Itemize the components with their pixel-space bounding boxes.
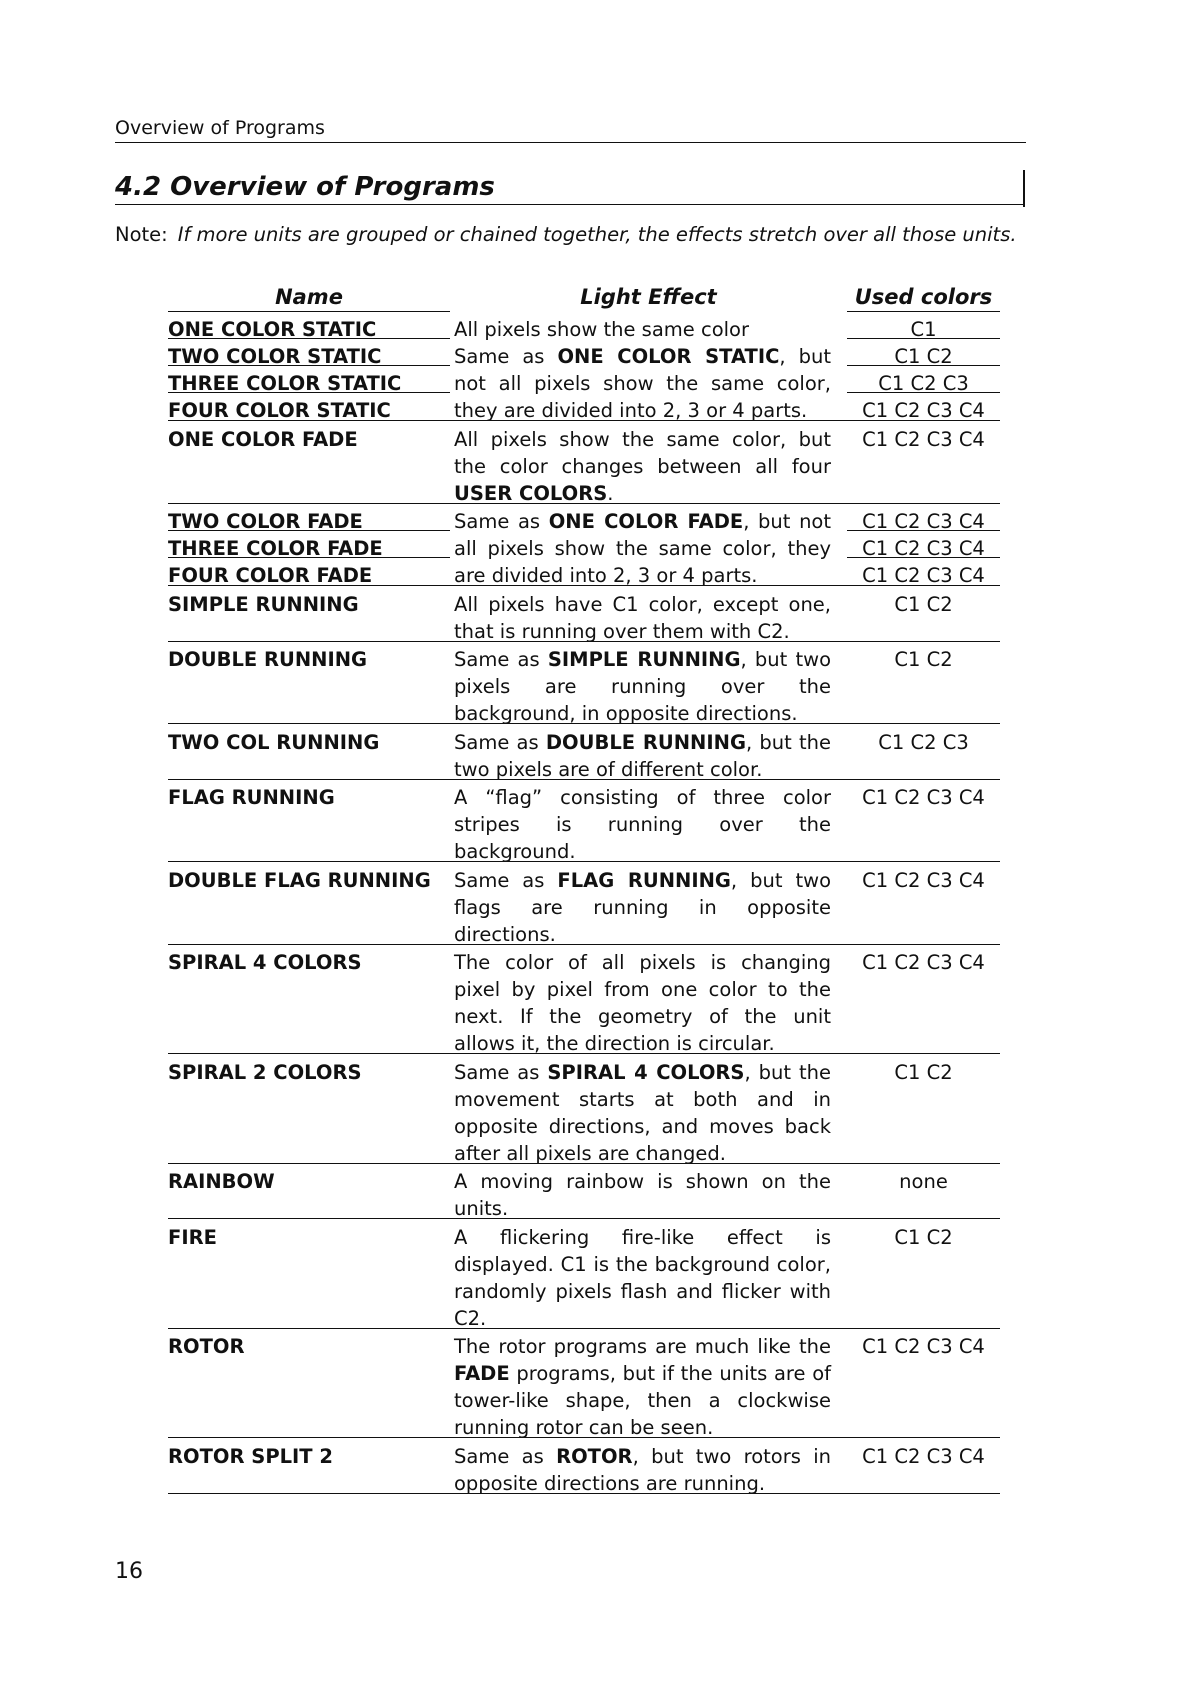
light-effect-description — [454, 508, 831, 589]
effect-text: All pixels show the same color — [454, 318, 749, 341]
used-colors: C1 C2 — [894, 648, 953, 671]
program-name: SIMPLE RUNNING — [168, 592, 359, 616]
note — [115, 222, 1035, 248]
used-colors: C1 C2 C3 — [878, 730, 969, 754]
light-effect-description — [454, 867, 831, 948]
effect-program-reference: ONE COLOR FADE — [548, 510, 744, 533]
light-effect-description — [454, 784, 831, 865]
used-colors: none — [899, 1170, 948, 1193]
effect-text: , but the movement starts at both and in opposite directions, and moves back after all pixels are changed. — [454, 1060, 832, 1165]
program-name: DOUBLE FLAG RUNNING — [168, 868, 431, 892]
used-colors: C1 C2 C3 C4 — [862, 399, 985, 422]
effect-text: Same as — [454, 510, 549, 533]
effect-text: A moving rainbow is shown on the units. — [454, 1170, 831, 1220]
effect-text: , but two flags are running in opposite directions. — [454, 868, 832, 946]
effect-text: , but not all pixels show the same color, they are divided into 2, 3 or 4 parts. — [454, 510, 832, 587]
effect-text: Same as — [454, 1444, 557, 1468]
effect-text: , but two pixels are running over the background, in opposite directions. — [454, 648, 832, 725]
used-colors: C1 C2 — [894, 1060, 953, 1084]
used-colors: C1 C2 C3 C4 — [862, 868, 985, 892]
effect-text: The color of all pixels is changing pixel by pixel from one color to the next. If the geometry of the unit allows it, the direction is circular. — [454, 951, 831, 1055]
light-effect-description — [454, 1333, 831, 1441]
program-name: SPIRAL 2 COLORS — [168, 1060, 362, 1084]
light-effect-description — [454, 1443, 831, 1497]
column-header-name: Name — [168, 284, 450, 312]
used-colors: C1 C2 — [894, 345, 953, 368]
title-end-bar — [1023, 170, 1025, 207]
effect-text: programs, but if the units are of tower-like shape, then a clockwise running rotor can be seen. — [454, 1362, 831, 1439]
effect-text: , but not all pixels show the same color, they are divided into 2, 3 or 4 parts. — [454, 345, 831, 422]
light-effect-description — [454, 646, 831, 727]
note-text: If more units are grouped or chained together, the effects stretch over all those units. — [177, 223, 1017, 246]
light-effect-description — [454, 316, 831, 343]
program-name: TWO COLOR FADE — [168, 510, 363, 533]
used-colors: C1 C2 C3 C4 — [862, 786, 985, 809]
light-effect-description — [454, 343, 831, 424]
program-name: DOUBLE RUNNING — [168, 648, 368, 671]
program-name: FOUR COLOR STATIC — [168, 399, 391, 422]
effect-text: Same as — [454, 648, 548, 671]
light-effect-description — [454, 949, 831, 1057]
program-name: TWO COLOR STATIC — [168, 345, 382, 368]
used-colors: C1 C2 C3 — [878, 372, 969, 395]
effect-program-reference: ONE COLOR STATIC — [557, 345, 780, 368]
effect-text: Same as — [454, 1060, 548, 1084]
note-label: Note: — [115, 223, 168, 246]
column-header-colors: Used colors — [847, 284, 1000, 312]
section-title: 4.2 Overview of Programs — [115, 170, 1024, 205]
used-colors: C1 C2 C3 C4 — [862, 427, 985, 451]
effect-program-reference: FADE — [454, 1362, 510, 1385]
program-name: ROTOR — [168, 1335, 245, 1358]
used-colors: C1 — [910, 318, 937, 341]
program-name: FOUR COLOR FADE — [168, 564, 373, 587]
effect-text: , but the two pixels are of different color. — [454, 730, 831, 781]
used-colors: C1 C2 C3 C4 — [862, 951, 985, 974]
effect-text: A flickering fire-like effect is displayed. C1 is the background color, randomly pixels flash and flicker with C2. — [454, 1225, 831, 1330]
running-header: Overview of Programs — [115, 116, 1026, 143]
effect-program-reference: SPIRAL 4 COLORS — [547, 1060, 745, 1084]
effect-program-reference: FLAG RUNNING — [557, 868, 731, 892]
used-colors: C1 C2 C3 C4 — [862, 564, 985, 587]
light-effect-description — [454, 1168, 831, 1222]
used-colors: C1 C2 C3 C4 — [862, 510, 985, 533]
effect-text: . — [607, 481, 614, 505]
effect-text: All pixels show the same color, but the color changes between all four — [454, 427, 831, 478]
light-effect-description — [454, 1059, 831, 1167]
program-name: TWO COL RUNNING — [168, 730, 380, 754]
program-name: FIRE — [168, 1225, 217, 1249]
effect-text: Same as — [454, 868, 558, 892]
used-colors: C1 C2 C3 C4 — [862, 1335, 985, 1358]
program-name: SPIRAL 4 COLORS — [168, 951, 362, 974]
used-colors: C1 C2 — [894, 1225, 953, 1249]
effect-program-reference: ROTOR — [556, 1444, 633, 1468]
effect-text: , but two rotors in opposite directions are running. — [454, 1444, 832, 1495]
program-name: FLAG RUNNING — [168, 786, 335, 809]
program-name: THREE COLOR STATIC — [168, 372, 402, 395]
program-name: THREE COLOR FADE — [168, 537, 383, 560]
program-name: RAINBOW — [168, 1170, 275, 1193]
light-effect-description — [454, 729, 831, 783]
light-effect-description — [454, 426, 831, 507]
effect-program-reference: SIMPLE RUNNING — [547, 648, 741, 671]
program-name: ONE COLOR STATIC — [168, 318, 377, 341]
effect-text: Same as — [454, 730, 546, 754]
column-header-effect: Light Effect — [580, 285, 717, 309]
effect-text: Same as — [454, 345, 558, 368]
effect-text: A “flag” consisting of three color stripes is running over the background. — [454, 786, 831, 863]
used-colors: C1 C2 C3 C4 — [862, 1444, 985, 1468]
light-effect-description — [454, 591, 831, 645]
page-number: 16 — [115, 1559, 143, 1584]
program-name: ROTOR SPLIT 2 — [168, 1444, 333, 1468]
program-name: ONE COLOR FADE — [168, 427, 358, 451]
effect-text: All pixels have C1 color, except one, that is running over them with C2. — [454, 592, 831, 643]
effect-program-reference: DOUBLE RUNNING — [545, 730, 746, 754]
light-effect-description — [454, 1224, 831, 1332]
effect-text: The rotor programs are much like the — [454, 1335, 831, 1358]
effect-program-reference: USER COLORS — [454, 481, 608, 505]
used-colors: C1 C2 — [894, 592, 953, 616]
used-colors: C1 C2 C3 C4 — [862, 537, 985, 560]
